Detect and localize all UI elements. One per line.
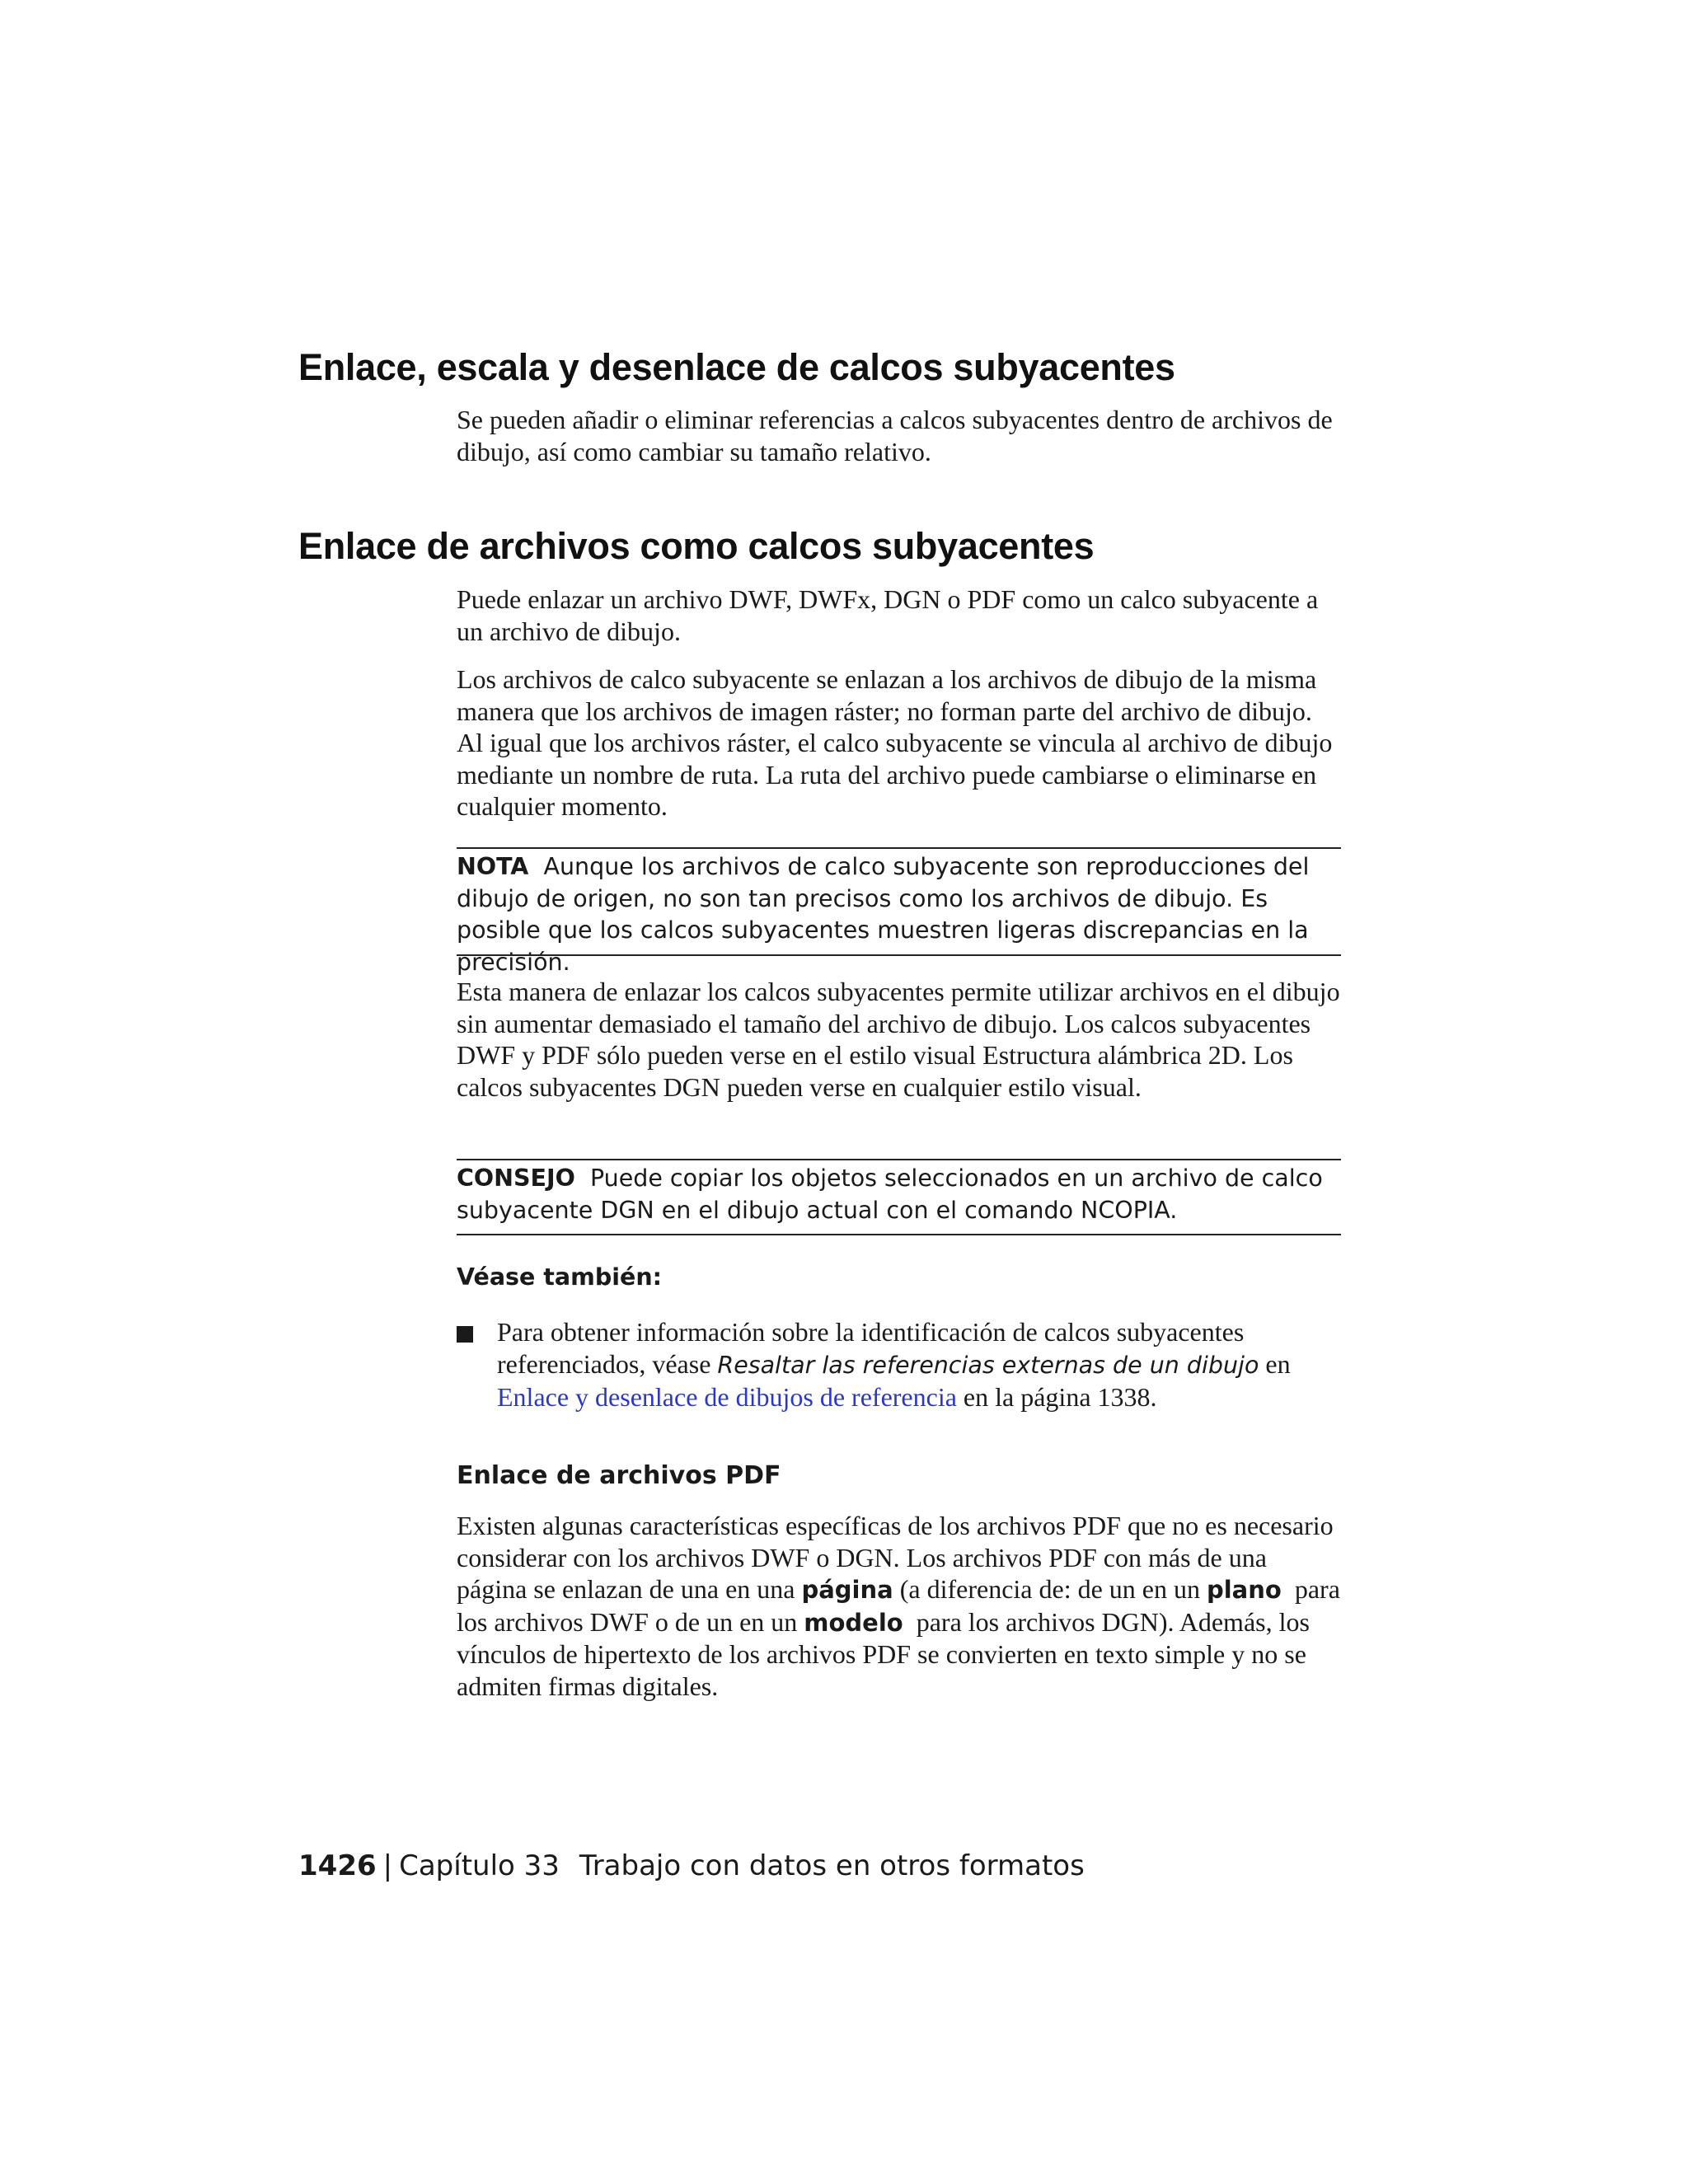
cross-reference-link[interactable]: Enlace y desenlace de dibujos de referencia (497, 1382, 957, 1413)
pdf-bold-plano: plano (1206, 1576, 1282, 1605)
bullet-mid: en (1265, 1348, 1291, 1379)
footer-separator: | (382, 1849, 393, 1882)
tip-block (457, 1163, 1342, 1226)
square-bullet-icon (457, 1326, 473, 1343)
section-heading-enlace-archivos: Enlace de archivos como calcos subyacentes (298, 525, 1095, 567)
note-label: NOTA (457, 853, 529, 880)
section2-para2-block (457, 663, 1342, 823)
section1-intro-paragraph: Se pueden añadir o eliminar referencias a calcos subyacentes dentro de archivos de dibujo, así como cambiar su tamaño relativo. (457, 405, 1333, 466)
bullet-prefix: Para obtener información sobre la identificación de calcos subyacentes referenciados, véase (497, 1317, 1245, 1379)
pdf-bold-pagina: página (801, 1576, 893, 1605)
pdf-text-d: para los archivos DGN). Además, los vínculos de hipertexto de los archivos PDF se convierten en texto simple y no se admiten firmas digitales. (457, 1606, 1310, 1701)
note-top-rule (457, 847, 1341, 849)
note-text: Aunque los archivos de calco subyacente son reproducciones del dibujo de origen, no son tan precisos como los archivos de dibujo. Es posible que los calcos subyacentes muestren ligeras discrepancias en la precisión. (457, 853, 1310, 976)
bullet-italic-reference: Resaltar las referencias externas de un dibujo (717, 1351, 1259, 1379)
tip-paragraph (457, 1163, 1342, 1226)
section2-paragraph-3: Esta manera de enlazar los calcos subyacentes permite utilizar archivos en el dibujo sin aumentar demasiado el tamaño del archivo de dibujo. Los calcos subyacentes DWF y PDF sólo pueden verse en el estilo visual Estructura alámbrica 2D. Los calcos subyacentes DGN pueden verse en cualquier estilo visual. (457, 977, 1340, 1102)
tip-top-rule (457, 1159, 1341, 1160)
section3-paragraph-block (457, 1510, 1342, 1703)
chapter-label: Capítulo 33 (399, 1849, 560, 1882)
pdf-bold-modelo: modelo (804, 1608, 903, 1637)
tip-bottom-rule (457, 1234, 1341, 1235)
pdf-text-b: (a diferencia de: de un en un (899, 1574, 1200, 1605)
section1-intro-block (457, 404, 1342, 467)
section2-paragraph-1: Puede enlazar un archivo DWF, DWFx, DGN o PDF como un calco subyacente a un archivo de dibujo. (457, 584, 1319, 646)
tip-label: CONSEJO (457, 1165, 575, 1192)
section2-para3-block (457, 976, 1342, 1103)
see-also-label: Véase también: (457, 1263, 663, 1291)
note-bottom-rule (457, 954, 1341, 956)
pdf-text-a: Existen algunas características específicas de los archivos PDF que no es necesario considerar con los archivos DWF o DGN. Los archivos PDF con más de una página se enlazan de una en una (457, 1511, 1334, 1605)
note-block (457, 851, 1342, 978)
subsection-heading-pdf: Enlace de archivos PDF (457, 1461, 781, 1490)
section-heading-enlace-escala: Enlace, escala y desenlace de calcos subyacentes (298, 346, 1175, 388)
tip-text: Puede copiar los objetos seleccionados en un archivo de calco subyacente DGN en el dibujo actual con el comando NCOPIA. (457, 1165, 1323, 1224)
section2-paragraph-2: Los archivos de calco subyacente se enlazan a los archivos de dibujo de la misma manera que los archivos de imagen ráster; no forman parte del archivo de dibujo. Al igual que los archivos ráster, el calco subyacente se vincula al archivo de dibujo mediante un nombre de ruta. La ruta del archivo puede cambiarse o eliminarse en cualquier momento. (457, 664, 1333, 822)
bullet-suffix: en la página 1338. (963, 1382, 1157, 1413)
section3-paragraph (457, 1510, 1342, 1703)
note-paragraph (457, 851, 1342, 978)
page-number: 1426 (298, 1849, 377, 1882)
subsection-heading-block (457, 1461, 1342, 1490)
see-also-bullet-text (497, 1316, 1342, 1413)
see-also-block (457, 1263, 1342, 1291)
page-footer (298, 1849, 1085, 1882)
section2-para1-block (457, 583, 1342, 647)
chapter-title: Trabajo con datos en otros formatos (579, 1849, 1085, 1882)
pdf-text-c: para los archivos DWF o de un en un (457, 1574, 1340, 1637)
